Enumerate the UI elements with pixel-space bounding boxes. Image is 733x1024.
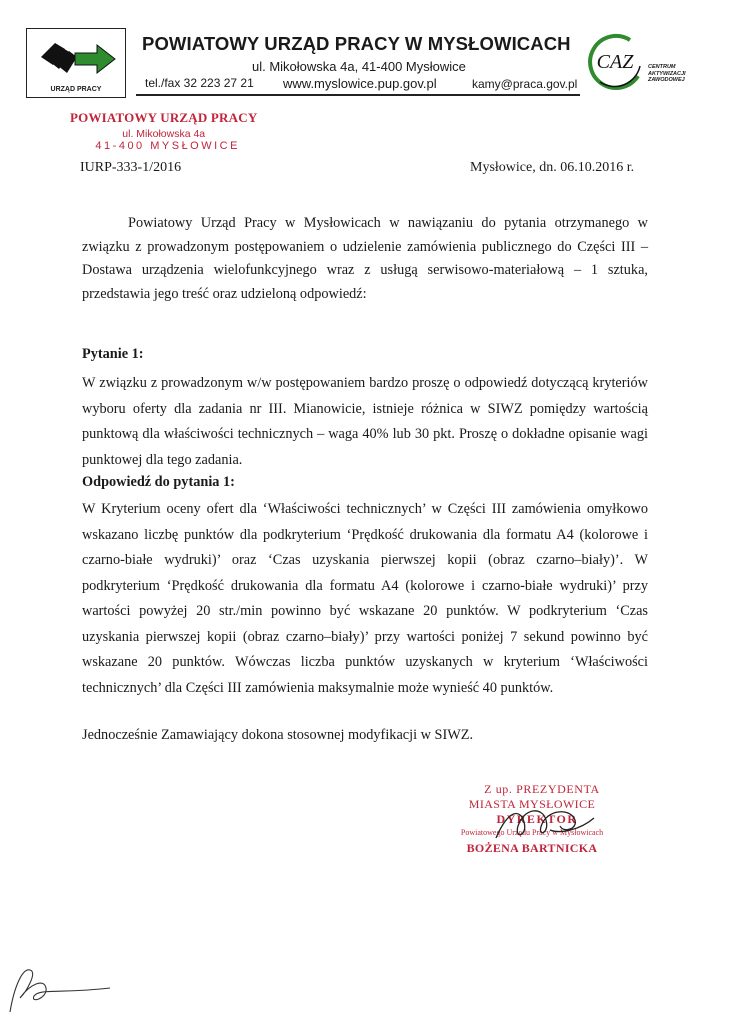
signature-office: Powiatowego Urzędu Pracy w Mysłowicach	[460, 828, 604, 837]
organization-phone: tel./fax 32 223 27 21	[145, 76, 254, 90]
organization-address: ul. Mikołowska 4a, 41-400 Mysłowice	[252, 59, 466, 74]
organization-email: kamy@praca.gov.pl	[472, 77, 578, 91]
stamp-city: 41-400 MYSŁOWICE	[95, 140, 240, 152]
office-logo	[26, 28, 126, 98]
signature-role: DYREKTOR	[496, 812, 578, 826]
caz-logo-icon	[582, 30, 648, 96]
answer-text: W Kryterium oceny ofert dla ‘Właściwości technicznych’ w Części III zamówienia omyłkowo wskazano liczbę punktów dla podkryterium ‘Prędkość drukowania dla formatu A4 (kolorowe i czarno-białe wydruki)’ oraz ‘Czas uzyskania pierwszej kopii (obraz czarno–biały)’. W podkryterium ‘Prędkość drukowania dla formatu A4 (kolorowe i czarno-białe wydruki)’ przy wartości powyżej 20 str./min powinno być wskazane 20 punktów. W podkryterium ‘Czas uzyskania pierwszej kopii (obraz czarno–biały)’ przy wartości poniżej 7 sekund powinno być wskazane 20 punktów. Wówczas liczba punktów uzyskanych w kryterium ‘Właściwości technicznych’ dla Części III zamówienia maksymalnie może wynieść 40 punktów.	[82, 501, 648, 696]
caz-caption-line: AKTYWIZACJI	[648, 70, 686, 77]
arrow-logo-icon	[35, 35, 117, 79]
caz-caption-line: ZAWODOWEJ	[648, 77, 685, 83]
logo-caption: URZĄD PRACY	[50, 86, 102, 93]
handwritten-initials	[0, 958, 120, 1018]
signature-city: MIASTA MYSŁOWICE	[468, 797, 596, 811]
question-heading: Pytanie 1:	[82, 346, 144, 362]
signature-authority: Z up. PREZYDENTA	[484, 782, 600, 796]
handwritten-signature	[490, 800, 600, 850]
caz-logo-text: CAZ	[596, 51, 634, 73]
organization-title: POWIATOWY URZĄD PRACY W MYSŁOWICACH	[142, 33, 571, 54]
stamp-name: POWIATOWY URZĄD PRACY	[70, 110, 258, 125]
organization-website: www.myslowice.pup.gov.pl	[283, 76, 437, 91]
header-divider	[136, 94, 580, 96]
intro-paragraph: Powiatowy Urząd Pracy w Mysłowicach w nawiązaniu do pytania otrzymanego w związku z prowadzonym postępowaniem o udzielenie zamówienia publicznego do Części III – Dostawa urządzenia wielofunkcyjnego wraz z usługą serwisowo-materiałową – 1 sztuka, przedstawia jego treść oraz udzieloną odpowiedź:	[82, 215, 648, 302]
office-stamp	[70, 110, 257, 152]
question-text: W związku z prowadzonym w/w postępowaniem bardzo proszę o odpowiedź dotyczącą kryteriów wyboru oferty dla zadania nr III. Mianowicie, istnieje różnica w SIWZ pomiędzy wartością punktową dla właściwości technicznych – waga 40% lub 30 pkt. Proszę o dokładne opisanie wagi punktowej dla tego zadania.	[82, 375, 648, 468]
stamp-street: ul. Mikołowska 4a	[122, 128, 206, 140]
signatory-name: BOŻENA BARTNICKA	[466, 841, 598, 855]
answer-heading: Odpowiedź do pytania 1:	[82, 474, 235, 490]
closing-sentence: Jednocześnie Zamawiający dokona stosownej modyfikacji w SIWZ.	[82, 727, 474, 743]
caz-caption	[648, 64, 686, 84]
caz-caption-line: CENTRUM	[648, 64, 676, 70]
reference-number: IURP-333-1/2016	[80, 160, 182, 175]
letter-date: Mysłowice, dn. 06.10.2016 r.	[470, 160, 635, 175]
